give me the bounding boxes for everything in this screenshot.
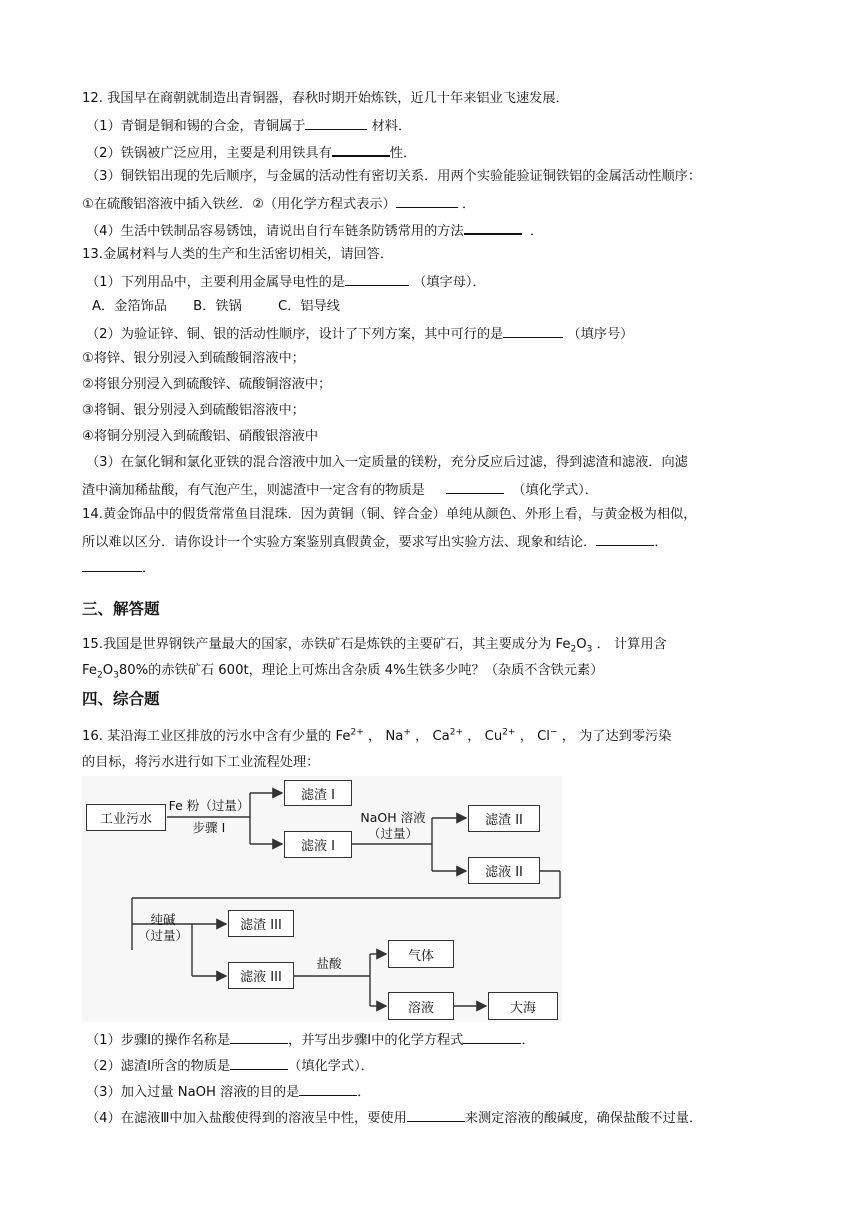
answer-blank[interactable]	[407, 1108, 465, 1122]
q16-part1-mid: ，并写出步骤Ⅰ中的化学方程式	[288, 1033, 464, 1048]
q14-line2	[82, 532, 668, 552]
q16-sep: ， Cl	[519, 729, 550, 744]
q15-sub: 3	[586, 644, 593, 655]
q12-part2-text: （2）铁锅被广泛应用，主要是利用铁具有	[86, 146, 332, 161]
q12-part1	[86, 116, 411, 136]
q13-part2	[86, 324, 633, 344]
answer-blank[interactable]	[396, 194, 458, 208]
answer-blank[interactable]	[463, 1030, 521, 1044]
q12-part3-line2-text: ①在硫酸铝溶液中插入铁丝．②（用化学方程式表示）	[82, 197, 396, 212]
q12-part3-line2-tail: ．	[461, 197, 476, 212]
ion-charge: 2+	[449, 727, 464, 738]
q16-sep: ， Cu	[467, 729, 503, 744]
reagent-soda-qualifier: （过量）	[137, 928, 188, 943]
option-a[interactable]: A．金箔饰品	[92, 299, 167, 314]
q13-part3-line2-text: 渣中滴加稀盐酸，有气泡产生，则滤渣中一定含有的物质是	[82, 483, 425, 498]
q16-stem-line2: 的目标，将污水进行如下工业流程处理：	[82, 755, 320, 770]
q16-stem-a: 16. 某沿海工业区排放的污水中含有少量的 Fe	[82, 729, 351, 744]
q16-part2-tail: （填化学式）．	[288, 1059, 374, 1074]
filtrate1-box: 滤液 I	[284, 831, 352, 858]
q12-part1-text: （1）青铜是铜和锡的合金，青铜属于	[86, 119, 306, 134]
reagent-soda-label: 纯碱	[150, 912, 176, 927]
q15-l2-c: 80%的赤铁矿石 600t，理论上可炼出含杂质 4%生铁多少吨？（杂质不含铁元素）	[118, 663, 604, 678]
process-flow-diagram	[82, 776, 562, 1022]
q12-part2-tail: 性．	[389, 146, 417, 161]
q16-part4	[86, 1108, 702, 1128]
q16-part2	[86, 1056, 374, 1076]
answer-blank[interactable]	[82, 558, 142, 572]
q14-line2-text: 所以难以区分．请你设计一个实验方案鉴别真假黄金，要求写出实验方法、现象和结论．	[82, 535, 597, 550]
filtrate2-box: 滤液 II	[468, 857, 540, 884]
q14-line3	[82, 558, 155, 578]
q16-stem-b: ， 为了达到零污染	[561, 729, 672, 744]
section-heading: 三、解答题	[82, 600, 160, 618]
q15-l2-b: O	[102, 663, 114, 678]
q15-line1	[82, 636, 667, 654]
answer-blank[interactable]	[345, 272, 409, 286]
q16-part3-text: （3）加入过量 NaOH 溶液的目的是	[86, 1085, 300, 1100]
q13-part3-line2-tail: （填化学式）．	[512, 483, 598, 498]
ion-charge: +	[403, 727, 411, 738]
q14-line3-tail: ．	[142, 561, 156, 576]
ion-charge: 2+	[502, 727, 516, 738]
q13-stem: 13.金属材料与人类的生产和生活密切相关，请回答．	[82, 247, 394, 262]
q15-l1-b: O	[576, 637, 587, 652]
q14-line2-tail: ．	[654, 535, 668, 550]
answer-blank[interactable]	[305, 116, 367, 130]
q13-options	[92, 298, 340, 316]
ion-charge: −	[549, 727, 558, 738]
answer-blank[interactable]	[299, 1082, 357, 1096]
q13-part2-tail: （填序号）	[567, 327, 634, 342]
sea-box: 大海	[488, 992, 558, 1020]
q16-part1-text: （1）步骤Ⅰ的操作名称是	[86, 1033, 231, 1048]
q15-l1-c: ． 计算用含	[596, 637, 667, 652]
reagent-fe-label: Fe 粉（过量）	[168, 798, 250, 813]
q16-stem	[82, 728, 671, 746]
filtrate3-box: 滤液 III	[228, 962, 294, 989]
q12-part4-text: （4）生活中铁制品容易锈蚀，请说出自行车链条防锈常用的方法	[86, 224, 464, 239]
q13-plan-3: ③将铜、银分别浸入到硫酸铝溶液中；	[82, 403, 305, 418]
residue2-box: 滤渣 II	[468, 805, 540, 832]
residue3-box: 滤渣 III	[228, 910, 294, 937]
q12-part1-tail: 材料．	[371, 119, 412, 134]
answer-blank[interactable]	[464, 220, 522, 235]
q16-part1	[86, 1030, 535, 1050]
reagent-naoh-label: NaOH 溶液	[360, 810, 426, 825]
q15-l1-a: 15.我国是世界钢铁产量最大的国家，赤铁矿石是炼铁的主要矿石，其主要成分为 Fe	[82, 637, 571, 652]
ion-charge: 2+	[350, 727, 364, 738]
q13-part3-line2	[82, 480, 598, 500]
q13-part2-text: （2）为验证锌、铜、银的活动性顺序，设计了下列方案，其中可行的是	[86, 327, 504, 342]
q16-sep: ， Ca	[415, 729, 450, 744]
wastewater-box: 工业污水	[86, 804, 166, 831]
q15-sub: 2	[96, 670, 103, 681]
answer-blank[interactable]	[332, 142, 390, 157]
q13-part1	[86, 272, 486, 292]
q14-line1: 14.黄金饰品中的假货常常鱼目混珠．因为黄铜（铜、锌合金）单纯从颜色、外形上看，与黄金极为相似，	[82, 507, 697, 522]
q13-plan-4: ④将铜分别浸入到硫酸铝、硝酸银溶液中	[82, 429, 319, 444]
answer-blank[interactable]	[446, 480, 504, 494]
residue1-box: 滤渣 I	[284, 780, 352, 806]
q12-part2	[86, 142, 416, 163]
q13-part3-line1: （3）在氯化铜和氯化亚铁的混合溶液中加入一定质量的镁粉，充分反应后过滤，得到滤渣和滤液．向滤	[86, 455, 688, 470]
section-heading: 四、综合题	[82, 690, 160, 708]
q16-part4-tail: 来测定溶液的酸碱度，确保盐酸不过量．	[464, 1111, 703, 1126]
q13-part1-text: （1）下列用品中，主要利用金属导电性的是	[86, 275, 345, 290]
q13-part1-tail: （填字母）．	[413, 275, 486, 290]
option-c[interactable]: C．铝导线	[277, 299, 340, 314]
reagent-hcl-label: 盐酸	[316, 956, 342, 971]
q12-part3-line2	[82, 194, 475, 214]
answer-blank[interactable]	[596, 532, 654, 546]
q15-sub: 3	[113, 670, 119, 681]
q12-part4	[86, 220, 543, 241]
step1-label: 步骤 I	[192, 820, 226, 835]
q16-sep: ， Na	[368, 729, 404, 744]
q12-stem: 12. 我国早在商朝就制造出青铜器，春秋时期开始炼铁，近几十年来铝业飞速发展．	[82, 91, 569, 106]
q12-part4-tail: ．	[530, 224, 544, 239]
q16-part2-text: （2）滤渣Ⅰ所含的物质是	[86, 1059, 231, 1074]
q15-l2-a: Fe	[82, 663, 97, 678]
answer-blank[interactable]	[503, 324, 563, 338]
q15-line2	[82, 662, 603, 680]
q15-sub: 2	[570, 644, 577, 655]
q12-part3: （3）铜铁铝出现的先后顺序，与金属的活动性有密切关系．用两个实验能验证铜铁铝的金属活动性顺序：	[86, 169, 702, 184]
q16-part4-text: （4）在滤液Ⅲ中加入盐酸使得到的溶液呈中性，要使用	[86, 1111, 407, 1126]
q16-part3	[86, 1082, 370, 1102]
gas-box: 气体	[388, 940, 454, 968]
option-b[interactable]: B．铁锅	[193, 299, 242, 314]
reagent-naoh-qualifier: （过量）	[367, 826, 418, 841]
answer-blank[interactable]	[230, 1030, 288, 1044]
solution-box: 溶液	[388, 992, 454, 1020]
q16-part1-tail: ．	[521, 1033, 535, 1048]
q16-part3-tail: ．	[357, 1085, 371, 1100]
q13-plan-1: ①将锌、银分别浸入到硫酸铜溶液中；	[82, 351, 305, 366]
answer-blank[interactable]	[230, 1056, 288, 1070]
q13-plan-2: ②将银分别浸入到硫酸锌、硫酸铜溶液中；	[82, 377, 332, 392]
